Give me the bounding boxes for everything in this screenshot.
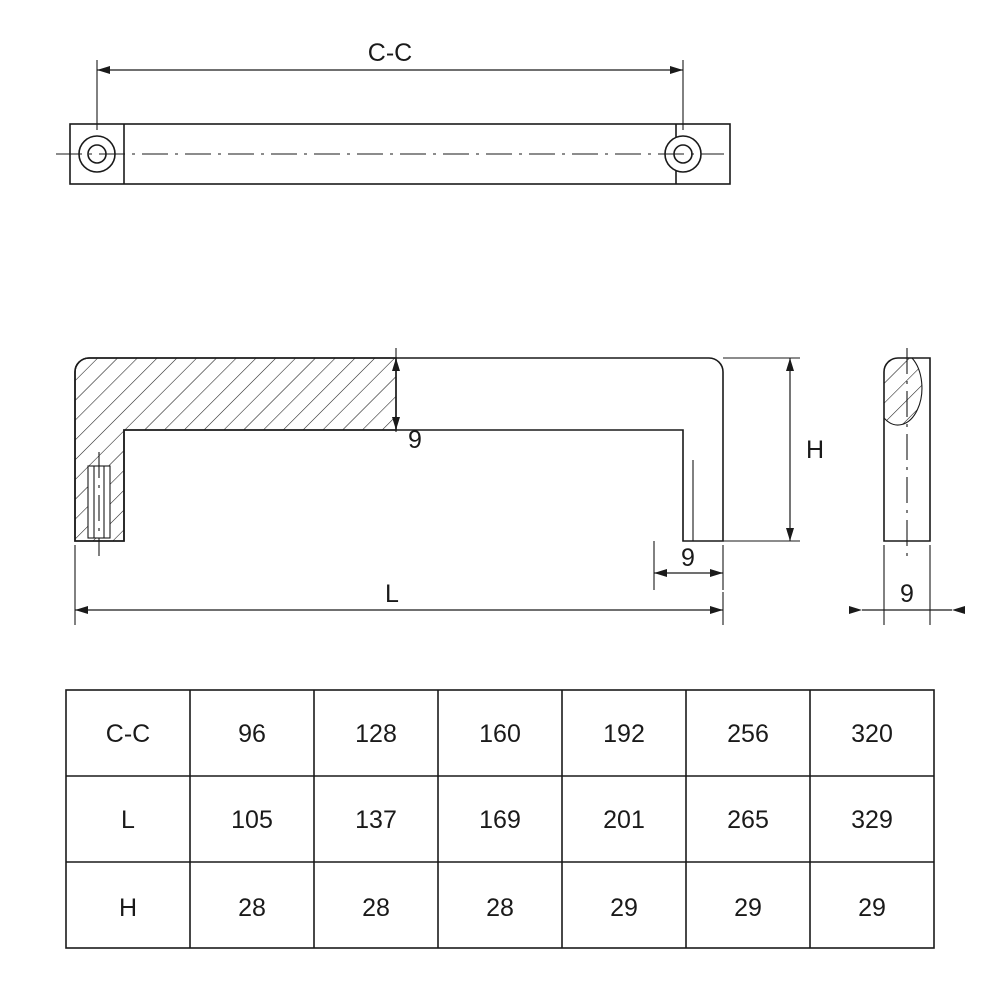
table-cell: 201	[603, 806, 645, 834]
table-row-label: L	[121, 806, 135, 834]
table-cell: 160	[479, 720, 521, 748]
table-cell: 28	[238, 894, 266, 922]
table-cell: 28	[362, 894, 390, 922]
table-row	[106, 720, 893, 748]
table-cell: 137	[355, 806, 397, 834]
table-row-label: H	[118, 894, 138, 922]
table-cell: 29	[734, 894, 762, 922]
dimension-top-thickness: 9	[408, 426, 422, 454]
table-cell: 329	[851, 806, 893, 834]
table-cell: 28	[486, 894, 514, 922]
side-view	[862, 348, 952, 625]
table-cell: 320	[851, 720, 893, 748]
table-cell: 29	[610, 894, 638, 922]
dimension-bottom-thickness: 9	[681, 544, 695, 572]
table-cell: 29	[858, 894, 886, 922]
top-view	[56, 39, 730, 184]
table-cell: 265	[727, 806, 769, 834]
table-cell: 192	[603, 720, 645, 748]
dimension-cc-label: C-C	[367, 39, 413, 67]
dimension-h-label: H	[806, 436, 825, 464]
dimension-l-label: L	[385, 580, 399, 608]
table-cell: 256	[727, 720, 769, 748]
table-cell: 128	[355, 720, 397, 748]
table-cell: 169	[479, 806, 521, 834]
dimension-side-width: 9	[900, 580, 914, 608]
table-cell: 105	[231, 806, 273, 834]
table-cell: 96	[238, 720, 266, 748]
table-row	[121, 806, 893, 834]
table-row	[119, 894, 886, 922]
dimension-table	[66, 690, 934, 948]
front-view	[75, 348, 824, 625]
table-row-label: C-C	[105, 720, 151, 748]
